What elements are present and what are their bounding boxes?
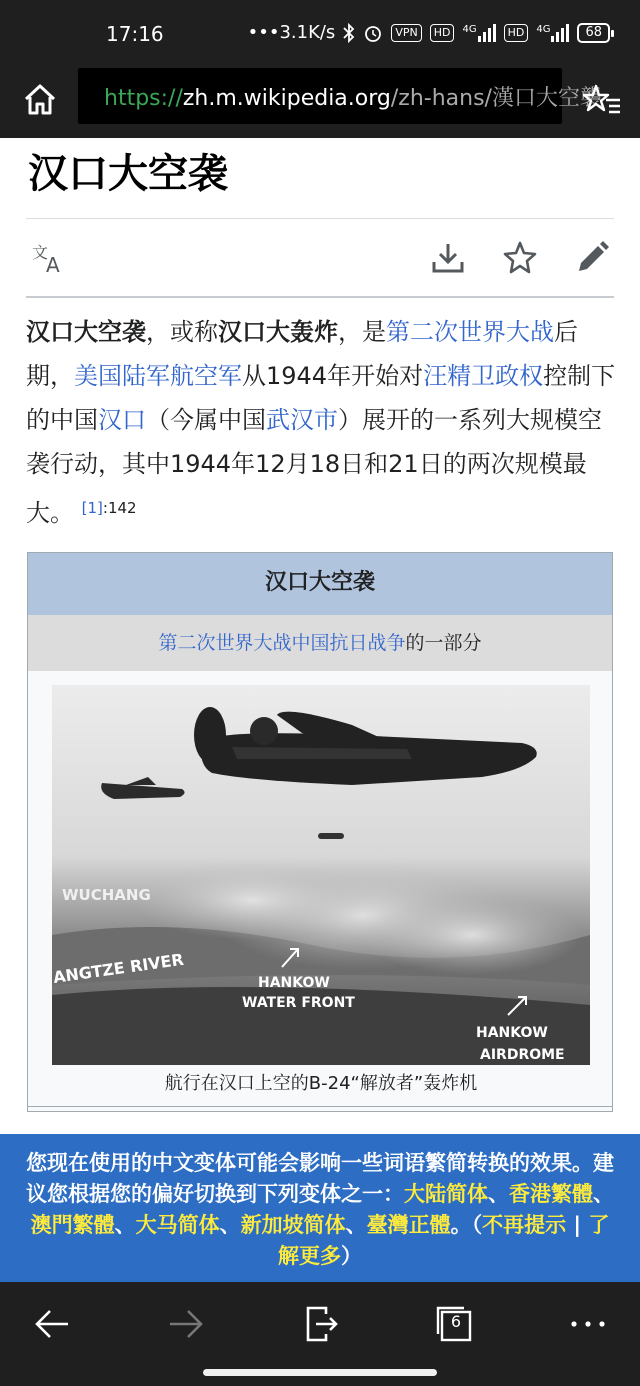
page-title: 汉口大空袭 [28,150,228,197]
status-bar [0,0,640,68]
divider [26,218,614,219]
browser-toolbar [0,68,640,138]
battery-indicator: 68 [577,23,610,43]
divider [26,296,614,298]
variant-option-my[interactable]: 大马简体 [135,1213,220,1237]
forward-arrow-icon[interactable] [164,1302,208,1346]
photo-caption: 航行在汉口上空的B-24“解放者”轰炸机 [164,1073,478,1094]
more-menu-icon[interactable] [566,1302,610,1346]
address-bar[interactable] [78,68,602,124]
photo-label-airdrome-1: HANKOW [476,1025,548,1041]
link-wang-regime[interactable]: 汪精卫政权 [423,362,544,390]
bookmarks-star-icon[interactable] [582,80,622,120]
photo-label-river: ANGTZE RIVER [51,949,185,987]
alarm-icon [363,23,383,43]
learn-more-link[interactable]: 了解更多 [278,1213,610,1268]
lead-paragraph: 汉口大空袭，或称汉口大轰炸，是第二次世界大战后期，美国陆军航空军从1944年开始对汪精卫政权控制下的中国汉口（今属中国武汉市）展开的一系列大规模空袭行动，其中1944年12月18日和21日的两次规模最大。 $^{[1]:142}$ [26,318,616,527]
home-icon[interactable] [20,80,60,120]
photo-label-waterfront-1: HANKOW [258,975,330,991]
gesture-handle[interactable] [203,1369,437,1376]
url-text: https://zh.m.wikipedia.org/zh-hans/漢口大空襲 [104,85,602,111]
language-icon[interactable] [30,240,66,276]
signal-bars-icon [551,24,569,42]
network-speed: •••3.1K/s [247,22,336,43]
variant-option-sg[interactable]: 新加坡简体 [240,1213,346,1237]
status-icons [248,22,610,43]
svg-text:A: A [46,253,60,277]
variant-notice-banner: 您现在使用的中文变体可能会影响一些词语繁简转换的效果。建议您根据您的偏好切换到下列变体之一：大陆简体、香港繁體、澳門繁體、大马简体、新加坡简体、臺灣正體。（不再提示 | 了解更多） [0,1134,640,1282]
link-ww2-infobox[interactable]: 第二次世界大战 [158,632,292,654]
photo-label-waterfront-2: WATER FRONT [242,995,355,1011]
photo-label-wuchang: WUCHANG [62,886,151,904]
variant-option-mo[interactable]: 澳門繁體 [30,1213,115,1237]
b24-bomber-photo[interactable] [52,685,590,1065]
back-arrow-icon[interactable] [30,1302,74,1346]
edit-pencil-icon[interactable] [574,240,610,276]
signal-1: 4G [462,24,495,42]
hd-badge-2: HD [504,24,529,42]
vpn-badge: VPN [391,24,421,42]
tab-count: 6 [450,1311,462,1331]
watch-star-icon[interactable] [502,240,538,276]
signal-2: 4G [536,24,569,42]
page-actions [26,238,614,282]
share-icon[interactable] [298,1302,342,1346]
download-icon[interactable] [430,240,466,276]
bluetooth-icon [343,23,355,43]
link-sino-japanese-war[interactable]: 中国抗日战争 [291,632,406,654]
link-ww2[interactable]: 第二次世界大战 [386,318,554,346]
infobox [27,552,613,1112]
svg-text:文: 文 [32,243,49,262]
link-usaaf[interactable]: 美国陆军航空军 [74,362,242,390]
variant-option-tw[interactable]: 臺灣正體 [366,1213,451,1237]
link-wuhan[interactable]: 武汉市 [266,406,338,434]
signal-bars-icon [478,24,496,42]
link-hankou[interactable]: 汉口 [98,406,146,434]
hd-badge-1: HD [430,24,455,42]
infobox-title: 汉口大空袭 [28,553,612,615]
divider [27,1106,613,1107]
infobox-subtitle: 第二次世界大战中国抗日战争的一部分 [28,615,612,671]
status-time: 17:16 [106,22,164,46]
article-content [0,138,640,1134]
reference-1[interactable]: [1]:142 [81,499,137,517]
photo-label-airdrome-2: AIRDROME [480,1047,565,1063]
dismiss-link[interactable]: 不再提示 [482,1213,567,1237]
variant-option-hk[interactable]: 香港繁體 [509,1182,593,1206]
variant-option-cn[interactable]: 大陆简体 [404,1182,488,1206]
